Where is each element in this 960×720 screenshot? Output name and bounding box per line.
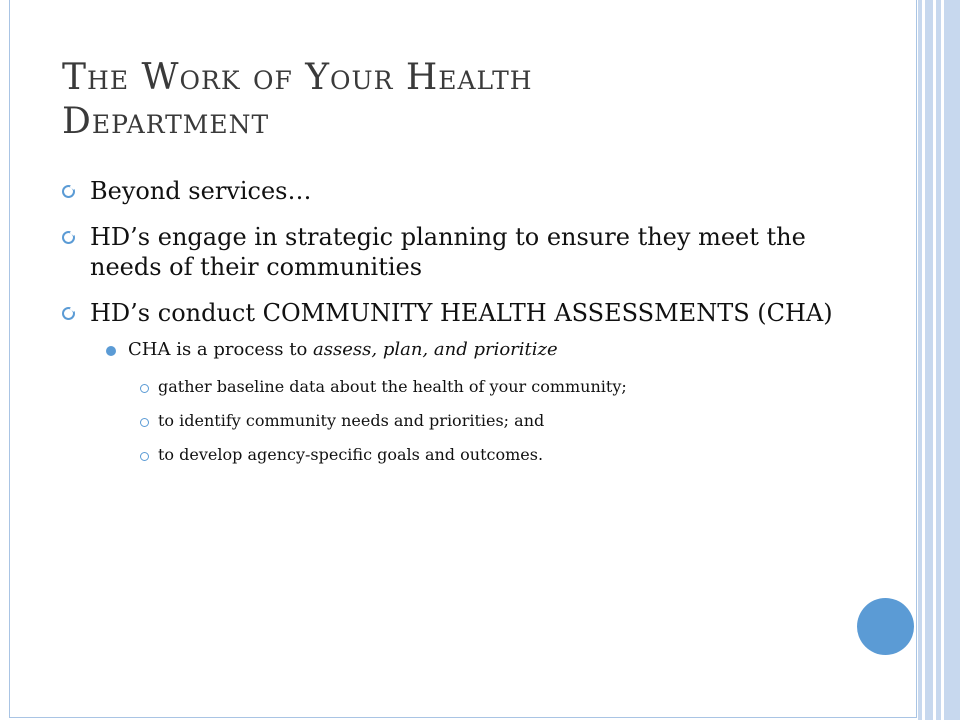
- slide-title: [62, 56, 842, 144]
- title-line-2: Department: [62, 101, 270, 142]
- title-line-1: The Work of Your Health: [62, 57, 533, 98]
- sub-sub-bullet-text: to develop agency-specific goals and outcomes.: [158, 445, 544, 464]
- small-circle-bullet-icon: [140, 384, 149, 393]
- slide-content: [62, 176, 842, 478]
- bullet-text: Beyond services…: [90, 177, 312, 205]
- bullet-text: HD’s conduct COMMUNITY HEALTH ASSESSMENTS (CHA): [90, 299, 833, 327]
- circle-bullet-icon: [62, 185, 75, 198]
- circle-bullet-icon: [62, 307, 75, 320]
- stripe: [918, 0, 922, 720]
- sub-sub-bullet-item: [62, 376, 842, 398]
- bullet-item: [62, 176, 842, 206]
- accent-circle: [857, 598, 914, 655]
- sub-sub-bullet-text: to identify community needs and priorities; and: [158, 411, 545, 430]
- sub-sub-bullet-item: [62, 410, 842, 432]
- decorative-stripes: [918, 0, 960, 720]
- bullet-item: [62, 222, 842, 282]
- sub-sub-bullet-text: gather baseline data about the health of your community;: [158, 377, 627, 396]
- sub-bullet-prefix: CHA is a process to: [128, 339, 314, 360]
- sub-bullet-item: [62, 338, 842, 362]
- stripe: [925, 0, 933, 720]
- small-circle-bullet-icon: [140, 418, 149, 427]
- bullet-item: [62, 298, 842, 328]
- circle-bullet-icon: [62, 231, 75, 244]
- stripe: [944, 0, 960, 720]
- bullet-text: HD’s engage in strategic planning to ensure they meet the needs of their communities: [90, 223, 806, 281]
- dot-bullet-icon: [106, 346, 116, 356]
- sub-sub-bullet-item: [62, 444, 842, 466]
- sub-bullet-emphasis: assess, plan, and prioritize: [313, 339, 558, 360]
- small-circle-bullet-icon: [140, 452, 149, 461]
- stripe: [936, 0, 941, 720]
